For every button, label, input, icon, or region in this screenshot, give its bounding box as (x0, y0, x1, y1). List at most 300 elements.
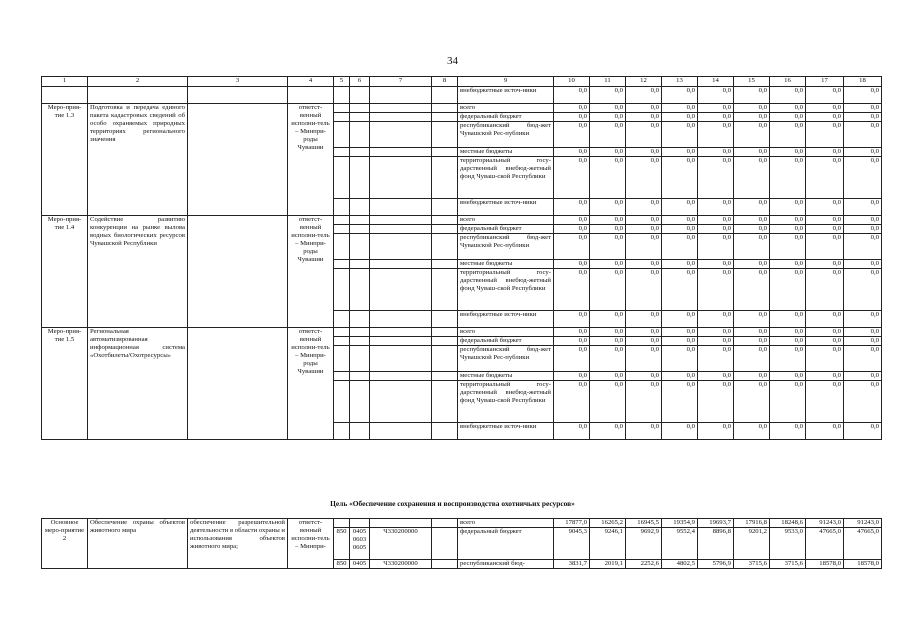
amount-cell: 16945,5 (626, 519, 662, 528)
target-article-code (370, 519, 432, 528)
indicator-cell (188, 216, 288, 328)
code-cell (370, 260, 432, 269)
amount-cell: 9201,2 (734, 528, 770, 560)
amount-cell: 0,0 (662, 372, 698, 381)
code-cell (334, 216, 350, 225)
amount-cell: 0,0 (770, 113, 806, 122)
code-cell (432, 311, 458, 328)
funding-source: республиканский бюд- (458, 560, 554, 569)
amount-cell: 0,0 (626, 234, 662, 260)
code-cell (334, 260, 350, 269)
code-cell (370, 122, 432, 148)
amount-cell: 0,0 (590, 216, 626, 225)
amount-cell: 0,0 (734, 122, 770, 148)
code-cell (350, 311, 370, 328)
column-number: 13 (662, 77, 698, 87)
amount-cell: 0,0 (698, 225, 734, 234)
amount-cell: 0,0 (662, 234, 698, 260)
code-cell (334, 234, 350, 260)
amount-cell: 0,0 (662, 157, 698, 199)
amount-cell: 0,0 (590, 234, 626, 260)
code-cell (350, 328, 370, 337)
table-row (42, 519, 882, 528)
amount-cell: 0,0 (770, 104, 806, 113)
amount-cell: 3715,6 (734, 560, 770, 569)
amount-cell: 0,0 (662, 337, 698, 346)
code-cell (432, 199, 458, 216)
amount-cell: 0,0 (698, 328, 734, 337)
code-cell (370, 311, 432, 328)
amount-cell: 0,0 (698, 122, 734, 148)
code-cell (350, 381, 370, 423)
amount-cell: 0,0 (626, 122, 662, 148)
code-cell (334, 157, 350, 199)
amount-cell: 4802,5 (662, 560, 698, 569)
amount-cell: 0,0 (844, 104, 882, 113)
code-cell (370, 87, 432, 104)
amount-cell: 0,0 (626, 311, 662, 328)
code-cell (334, 337, 350, 346)
amount-cell: 0,0 (844, 311, 882, 328)
amount-cell: 0,0 (806, 328, 844, 337)
amount-cell: 0,0 (662, 381, 698, 423)
amount-cell: 0,0 (844, 199, 882, 216)
amount-cell: 0,0 (734, 346, 770, 372)
amount-cell: 0,0 (734, 260, 770, 269)
amount-cell: 0,0 (806, 122, 844, 148)
amount-cell: 0,0 (590, 104, 626, 113)
amount-cell: 19354,9 (662, 519, 698, 528)
amount-cell: 0,0 (554, 87, 590, 104)
code-cell (370, 372, 432, 381)
amount-cell: 0,0 (770, 157, 806, 199)
amount-cell: 0,0 (698, 337, 734, 346)
amount-cell: 0,0 (590, 260, 626, 269)
amount-cell: 0,0 (698, 113, 734, 122)
funding-source: внебюджетные источ-ники (458, 199, 554, 216)
code-cell (370, 157, 432, 199)
amount-cell: 0,0 (806, 260, 844, 269)
code-cell (350, 87, 370, 104)
amount-cell: 0,0 (698, 199, 734, 216)
amount-cell: 0,0 (662, 328, 698, 337)
amount-cell: 0,0 (806, 423, 844, 440)
code-cell (432, 122, 458, 148)
code-cell (370, 104, 432, 113)
amount-cell: 17916,8 (734, 519, 770, 528)
code-cell (334, 269, 350, 311)
amount-cell: 0,0 (590, 148, 626, 157)
code-cell (370, 337, 432, 346)
amount-cell: 0,0 (662, 113, 698, 122)
measure-executor: ответст-венный исполни-тель – Минпри- (288, 519, 334, 569)
column-number: 7 (370, 77, 432, 87)
funding-source: территориальный госу-дарственный внебюд-жетный фонд Чуваш-ской Республики (458, 269, 554, 311)
amount-cell: 0,0 (844, 269, 882, 311)
code-cell (370, 423, 432, 440)
funding-source: местные бюджеты (458, 148, 554, 157)
table-row (42, 104, 882, 113)
amount-cell: 9246,1 (590, 528, 626, 560)
code-cell (350, 423, 370, 440)
column-number: 14 (698, 77, 734, 87)
amount-cell: 0,0 (662, 87, 698, 104)
empty-cell (188, 87, 288, 104)
section-code: 0405 0603 0605 (350, 528, 370, 560)
amount-cell: 0,0 (590, 423, 626, 440)
amount-cell: 0,0 (590, 87, 626, 104)
amount-cell: 0,0 (626, 372, 662, 381)
amount-cell: 0,0 (554, 148, 590, 157)
code-cell (334, 199, 350, 216)
amount-cell: 0,0 (734, 234, 770, 260)
funding-source: федеральный бюджет (458, 528, 554, 560)
amount-cell: 0,0 (770, 337, 806, 346)
amount-cell: 0,0 (734, 328, 770, 337)
code-cell (350, 234, 370, 260)
amount-cell: 0,0 (844, 113, 882, 122)
amount-cell: 0,0 (554, 311, 590, 328)
code-cell (370, 234, 432, 260)
funding-source: внебюджетные источ-ники (458, 87, 554, 104)
amount-cell: 5796,9 (698, 560, 734, 569)
amount-cell: 9533,0 (770, 528, 806, 560)
amount-cell: 0,0 (770, 122, 806, 148)
code-cell (334, 148, 350, 157)
amount-cell: 0,0 (806, 381, 844, 423)
amount-cell: 0,0 (626, 157, 662, 199)
amount-cell: 0,0 (554, 423, 590, 440)
code-cell (334, 311, 350, 328)
measure-code: Меро-прия-тие 1.5 (42, 328, 88, 440)
amount-cell: 0,0 (806, 113, 844, 122)
code-cell (334, 346, 350, 372)
grbs-code: 850 (334, 560, 350, 569)
code-cell (432, 260, 458, 269)
column-number: 1 (42, 77, 88, 87)
amount-cell: 0,0 (844, 423, 882, 440)
code-cell (432, 269, 458, 311)
code-cell (432, 216, 458, 225)
amount-cell: 0,0 (662, 346, 698, 372)
amount-cell: 0,0 (806, 225, 844, 234)
amount-cell: 0,0 (698, 87, 734, 104)
code-cell (370, 148, 432, 157)
page-number: 34 (447, 55, 458, 67)
amount-cell: 0,0 (770, 346, 806, 372)
expense-type-code (432, 528, 458, 560)
empty-cell (42, 87, 88, 104)
amount-cell: 0,0 (626, 199, 662, 216)
code-cell (432, 328, 458, 337)
amount-cell: 0,0 (734, 337, 770, 346)
amount-cell: 0,0 (734, 157, 770, 199)
code-cell (370, 225, 432, 234)
table-row (42, 87, 882, 104)
amount-cell: 0,0 (554, 372, 590, 381)
amount-cell: 3715,6 (770, 560, 806, 569)
amount-cell: 0,0 (806, 372, 844, 381)
measure-executor: ответст-венный исполни-тель – Минпри-роды Чувашии (288, 216, 334, 328)
amount-cell: 0,0 (590, 346, 626, 372)
column-number: 4 (288, 77, 334, 87)
amount-cell: 91243,0 (844, 519, 882, 528)
indicator-cell (188, 104, 288, 216)
amount-cell: 0,0 (844, 337, 882, 346)
code-cell (432, 157, 458, 199)
amount-cell: 0,0 (554, 381, 590, 423)
funding-source: территориальный госу-дарственный внебюд-жетный фонд Чуваш-ской Республики (458, 157, 554, 199)
table-row (42, 328, 882, 337)
amount-cell: 0,0 (554, 157, 590, 199)
amount-cell: 0,0 (662, 423, 698, 440)
goal-title: Цель «Обеспечение сохранения и воспроизводства охотничьих ресурсов» (330, 499, 575, 508)
amount-cell: 0,0 (626, 269, 662, 311)
measure-code: Меро-прия-тие 1.4 (42, 216, 88, 328)
amount-cell: 0,0 (734, 216, 770, 225)
amount-cell: 0,0 (698, 148, 734, 157)
amount-cell: 0,0 (770, 381, 806, 423)
amount-cell: 0,0 (590, 113, 626, 122)
column-number: 11 (590, 77, 626, 87)
section-code: 0405 (350, 560, 370, 569)
amount-cell: 0,0 (554, 104, 590, 113)
column-number: 18 (844, 77, 882, 87)
amount-cell: 0,0 (844, 372, 882, 381)
code-cell (350, 346, 370, 372)
amount-cell: 0,0 (844, 157, 882, 199)
measure-executor: ответст-венный исполни-тель – Минпри-роды Чувашии (288, 328, 334, 440)
amount-cell: 17877,0 (554, 519, 590, 528)
code-cell (350, 199, 370, 216)
amount-cell: 0,0 (698, 234, 734, 260)
funding-source: внебюджетные источ-ники (458, 311, 554, 328)
amount-cell: 0,0 (770, 87, 806, 104)
amount-cell: 0,0 (806, 311, 844, 328)
amount-cell: 0,0 (662, 269, 698, 311)
amount-cell: 0,0 (554, 122, 590, 148)
amount-cell: 0,0 (590, 225, 626, 234)
indicator-cell: обеспечение разрешительной деятельности в области охраны и использования объектов животного мира; (188, 519, 288, 569)
amount-cell: 0,0 (734, 269, 770, 311)
code-cell (432, 87, 458, 104)
code-cell (334, 423, 350, 440)
amount-cell: 0,0 (734, 87, 770, 104)
empty-cell (88, 87, 188, 104)
amount-cell: 0,0 (844, 234, 882, 260)
code-cell (370, 346, 432, 372)
amount-cell: 0,0 (590, 311, 626, 328)
amount-cell: 91243,0 (806, 519, 844, 528)
column-number: 12 (626, 77, 662, 87)
amount-cell: 0,0 (554, 199, 590, 216)
code-cell (334, 225, 350, 234)
column-number: 10 (554, 77, 590, 87)
amount-cell: 0,0 (734, 372, 770, 381)
code-cell (334, 328, 350, 337)
amount-cell: 0,0 (662, 148, 698, 157)
code-cell (432, 225, 458, 234)
amount-cell: 0,0 (844, 122, 882, 148)
amount-cell: 0,0 (844, 148, 882, 157)
amount-cell: 0,0 (698, 311, 734, 328)
funding-table (41, 76, 882, 440)
funding-source: территориальный госу-дарственный внебюд-жетный фонд Чуваш-ской Республики (458, 381, 554, 423)
funding-source: республиканский бюд-жет Чувашской Рес-публики (458, 122, 554, 148)
amount-cell: 0,0 (698, 260, 734, 269)
amount-cell: 9045,3 (554, 528, 590, 560)
code-cell (334, 104, 350, 113)
column-number: 9 (458, 77, 554, 87)
amount-cell: 0,0 (590, 337, 626, 346)
amount-cell: 0,0 (626, 328, 662, 337)
measure-name: Региональная автоматизированная информационная система «Охотбилеты/Охотресурсы» (88, 328, 188, 440)
amount-cell: 0,0 (806, 337, 844, 346)
amount-cell: 0,0 (590, 328, 626, 337)
amount-cell: 0,0 (734, 148, 770, 157)
section-code (350, 519, 370, 528)
amount-cell: 0,0 (844, 225, 882, 234)
funding-source: федеральный бюджет (458, 337, 554, 346)
amount-cell: 0,0 (626, 113, 662, 122)
code-cell (350, 113, 370, 122)
funding-source: федеральный бюджет (458, 225, 554, 234)
measure-name: Обеспечение охраны объектов животного мира (88, 519, 188, 569)
amount-cell: 0,0 (806, 234, 844, 260)
code-cell (432, 423, 458, 440)
code-cell (350, 269, 370, 311)
amount-cell: 0,0 (626, 346, 662, 372)
amount-cell: 0,0 (806, 87, 844, 104)
column-number: 3 (188, 77, 288, 87)
amount-cell: 0,0 (844, 87, 882, 104)
measure-name: Подготовка и передача единого пакета кадастровых сведений об особо охраняемых природных территориях регионального значения (88, 104, 188, 216)
amount-cell: 0,0 (626, 381, 662, 423)
amount-cell: 0,0 (590, 269, 626, 311)
amount-cell: 0,0 (554, 225, 590, 234)
amount-cell: 0,0 (734, 104, 770, 113)
amount-cell: 2019,1 (590, 560, 626, 569)
amount-cell: 16265,2 (590, 519, 626, 528)
amount-cell: 0,0 (734, 311, 770, 328)
amount-cell: 0,0 (770, 372, 806, 381)
amount-cell: 0,0 (626, 423, 662, 440)
code-cell (370, 216, 432, 225)
amount-cell: 0,0 (806, 104, 844, 113)
amount-cell: 0,0 (734, 225, 770, 234)
amount-cell: 0,0 (770, 199, 806, 216)
code-cell (432, 346, 458, 372)
amount-cell: 2252,6 (626, 560, 662, 569)
code-cell (370, 113, 432, 122)
code-cell (334, 122, 350, 148)
amount-cell: 0,0 (554, 337, 590, 346)
amount-cell: 0,0 (554, 113, 590, 122)
grbs-code: 850 (334, 528, 350, 560)
amount-cell: 3831,7 (554, 560, 590, 569)
amount-cell: 0,0 (698, 269, 734, 311)
amount-cell: 18248,6 (770, 519, 806, 528)
measure-name: Содействие развитию конкуренции на рынке вылова водных биологических ресурсов Чувашской Республики (88, 216, 188, 328)
indicator-cell (188, 328, 288, 440)
funding-source: местные бюджеты (458, 372, 554, 381)
code-cell (370, 269, 432, 311)
funding-source: внебюджетные источ-ники (458, 423, 554, 440)
code-cell (370, 381, 432, 423)
amount-cell: 0,0 (806, 269, 844, 311)
amount-cell: 0,0 (554, 269, 590, 311)
amount-cell: 0,0 (662, 311, 698, 328)
amount-cell: 0,0 (698, 104, 734, 113)
amount-cell: 0,0 (554, 260, 590, 269)
amount-cell: 0,0 (554, 328, 590, 337)
amount-cell: 0,0 (770, 148, 806, 157)
amount-cell: 0,0 (844, 328, 882, 337)
code-cell (370, 199, 432, 216)
code-cell (334, 87, 350, 104)
expense-type-code (432, 519, 458, 528)
amount-cell: 0,0 (662, 122, 698, 148)
amount-cell: 0,0 (770, 311, 806, 328)
amount-cell: 0,0 (844, 216, 882, 225)
code-cell (370, 328, 432, 337)
code-cell (350, 122, 370, 148)
amount-cell: 0,0 (770, 234, 806, 260)
amount-cell: 0,0 (590, 372, 626, 381)
code-cell (334, 113, 350, 122)
funding-source: всего (458, 216, 554, 225)
amount-cell: 47665,0 (844, 528, 882, 560)
code-cell (350, 372, 370, 381)
amount-cell: 0,0 (662, 104, 698, 113)
amount-cell: 0,0 (590, 199, 626, 216)
amount-cell: 0,0 (590, 122, 626, 148)
amount-cell: 0,0 (590, 381, 626, 423)
column-number: 17 (806, 77, 844, 87)
amount-cell: 0,0 (662, 225, 698, 234)
grbs-code (334, 519, 350, 528)
amount-cell: 0,0 (626, 148, 662, 157)
target-article-code: Ч330200000 (370, 560, 432, 569)
amount-cell: 47665,0 (806, 528, 844, 560)
amount-cell: 0,0 (806, 157, 844, 199)
amount-cell: 0,0 (698, 423, 734, 440)
amount-cell: 0,0 (770, 423, 806, 440)
funding-source: республиканский бюд-жет Чувашской Рес-публики (458, 346, 554, 372)
column-number: 16 (770, 77, 806, 87)
code-cell (432, 113, 458, 122)
amount-cell: 0,0 (662, 216, 698, 225)
code-cell (432, 148, 458, 157)
amount-cell: 0,0 (698, 157, 734, 199)
amount-cell: 0,0 (734, 381, 770, 423)
amount-cell: 19693,7 (698, 519, 734, 528)
code-cell (432, 234, 458, 260)
amount-cell: 0,0 (626, 216, 662, 225)
amount-cell: 0,0 (662, 199, 698, 216)
measure-executor: ответст-венный исполни-тель – Минпри-роды Чувашии (288, 104, 334, 216)
column-number: 8 (432, 77, 458, 87)
code-cell (350, 157, 370, 199)
table-row (42, 216, 882, 225)
amount-cell: 9552,4 (662, 528, 698, 560)
amount-cell: 0,0 (806, 148, 844, 157)
amount-cell: 0,0 (770, 260, 806, 269)
amount-cell: 0,0 (844, 260, 882, 269)
amount-cell: 0,0 (626, 104, 662, 113)
column-number-row (42, 77, 882, 87)
code-cell (350, 148, 370, 157)
